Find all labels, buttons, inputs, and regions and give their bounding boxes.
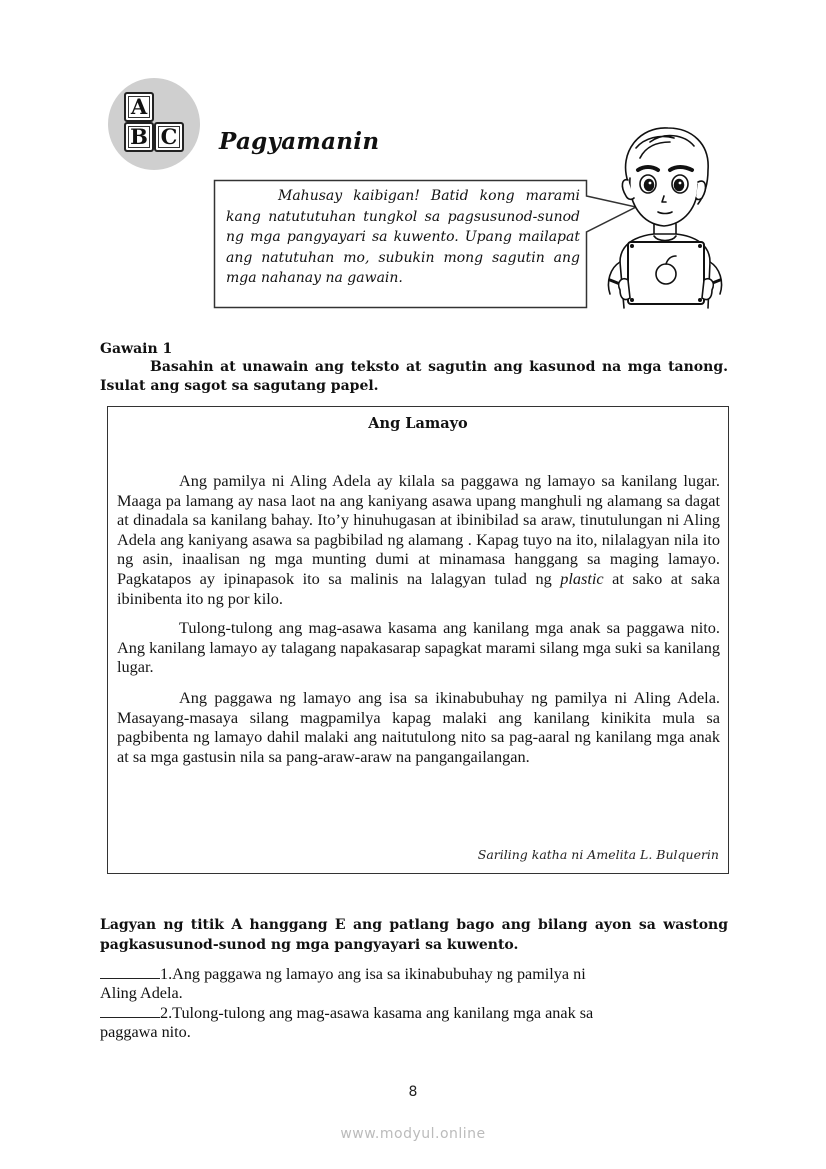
answer-blank-2[interactable] [100,1004,160,1018]
activity-instructions: Basahin at unawain ang teksto at sagutin ang kasunod na mga tanong. Isulat ang sagot sa sagutang papel. [100,359,728,394]
page-number: 8 [408,1084,418,1100]
item-number: 1. [160,965,173,983]
story-paragraph-1 [117,471,720,608]
section-title: Pagyamanin [219,128,380,155]
list-item [100,1004,720,1043]
watermark: www.modyul.online [340,1126,486,1142]
item-text: Tulong-tulong ang mag-asawa kasama ang kanilang mga anak sa [172,1003,594,1022]
activity-label: Gawain 1 [100,341,173,357]
block-c: C [154,122,184,152]
task-instructions: Lagyan ng titik A hanggang E ang patlang bago ang bilang ayon sa wastong pagkasusunod-sunod ng mga pangyayari sa kuwento. [100,917,728,953]
story-paragraph-1-text-b: at sako at saka ibinibenta ito ng por kilo. [117,568,720,608]
item-number: 2. [160,1003,173,1022]
story-paragraph-1-italic-word: plastic [560,568,604,588]
list-item [100,965,720,1004]
answer-items-list [100,965,720,1043]
answer-blank-1[interactable] [100,965,160,979]
story-paragraph-2: Tulong-tulong ang mag-asawa kasama ang kanilang mga anak sa paggawa nito. Ang kanilang lamayo ay talagang napakasarap sapagkat marami silang mga suki sa kanilang lugar. [117,618,720,677]
story-paragraph-3: Ang paggawa ng lamayo ang isa sa ikinabubuhay ng pamilya ni Aling Adela. Masayang-masaya silang magpamilya kapag malaki ang kanilang kinikita mula sa pagbibenta ng lamayo dahil malaki ang naitutulong nito sa pag-aaral ng kanilang mga anak at sa mga gastusin nila sa pang-araw-araw na pangangailangan. [117,687,720,766]
item-text: Ang paggawa ng lamayo ang isa sa ikinabubuhay ng pamilya ni [172,965,586,983]
story-box [107,406,729,874]
block-b: B [124,122,154,152]
block-a: A [124,92,154,122]
story-body [117,471,720,777]
story-title: Ang Lamayo [368,415,468,432]
story-paragraph-1-text-a: Ang pamilya ni Aling Adela ay kilala sa paggawa ng lamayo sa kanilang lugar. Maaga pa lamang ay nasa laot na ang kaniyang asawa upang manghuli ng alamang sa dagat at dinadala sa kanilang bahay. Ito’y hinuhugasan at ibinibilad sa araw, tinutulungan ni Aling Adela ang kaniyang asawa sa pagbibilad ng alamang . Kapag tuyo na ito, nilalagyan nila ito ng asin, inaalisan ng mga munting dumi at minamasa hanggang sa maging lamayo. Pagkatapos ay ipinapasok ito sa malinis na lalagyan tulad ng [117,471,720,588]
boy-holding-tablet-illustration [580,112,740,322]
story-credit: Sariling katha ni Amelita L. Bulquerin [477,847,719,862]
item-text-continued: Aling Adela. [100,984,183,1003]
speech-bubble-text: Mahusay kaibigan! Batid kong marami kang natututuhan tungkol sa pagsusunod-sunod ng mga pangyayari sa kuwento. Upang mailapat ang natutuhan mo, subukin mong sagutin ang mga nahanay na gawain. [226,188,580,286]
item-text-continued: paggawa nito. [100,1023,191,1042]
